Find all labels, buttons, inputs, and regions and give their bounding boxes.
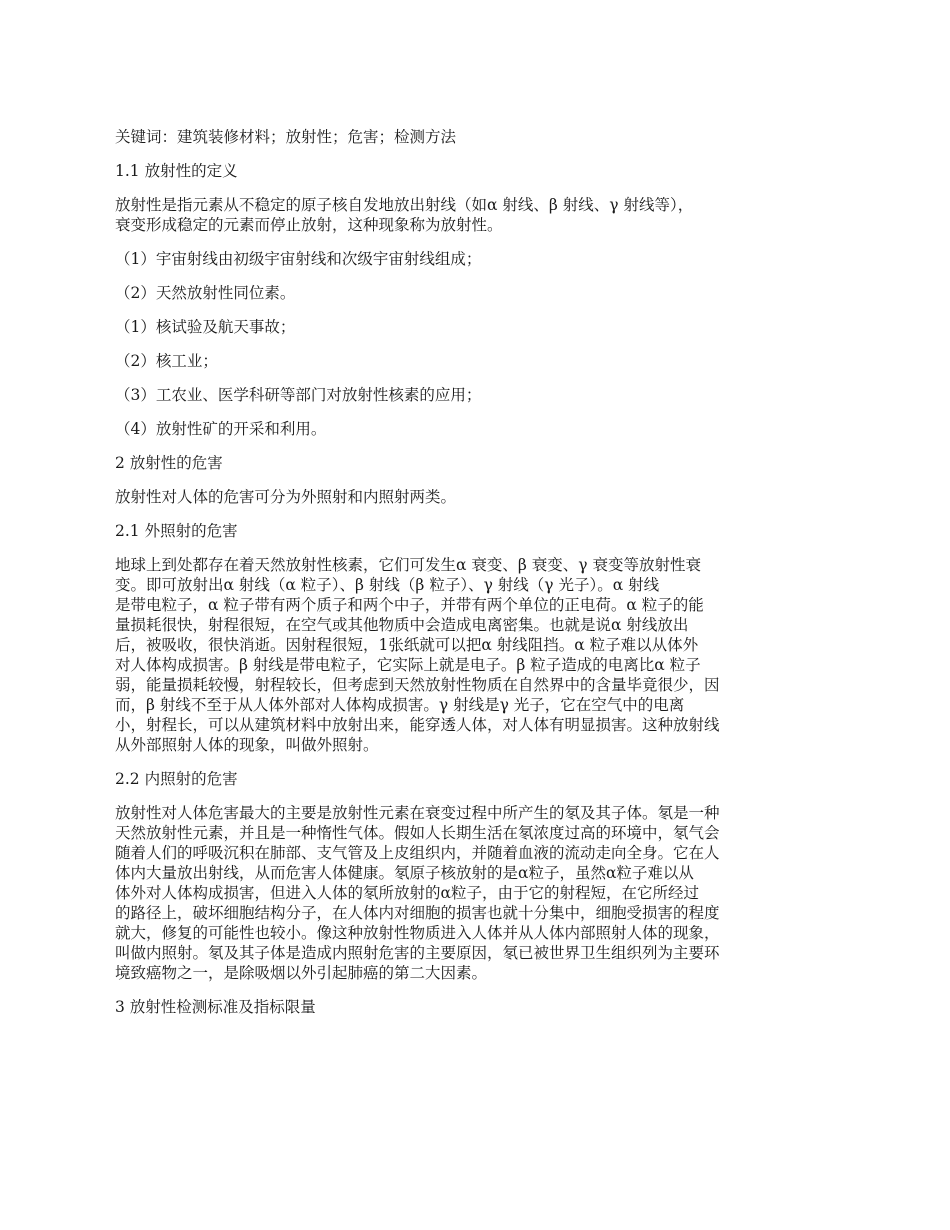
document-page [115,127,840,1031]
paragraph-line: 随着人们的呼吸沉积在肺部、支气管及上皮组织内，并随着血液的流动走向全身。它在人 [115,844,720,862]
section-1-1-paragraph [115,195,840,235]
paragraph-line: 而，β 射线不至于从人体外部对人体构成损害。γ 射线是γ 光子，它在空气中的电离 [115,696,685,714]
list-item: （2）核工业； [115,352,218,370]
paragraph-line: 就大，修复的可能性也较小。像这种放射性物质进入人体并从人体内部照射人体的现象， [115,924,720,942]
paragraph-line: 放射性是指元素从不稳定的原子核自发地放出射线（如α 射线、β 射线、γ 射线等）， [115,196,694,214]
list-item: （3）工农业、医学科研等部门对放射性核素的应用； [115,386,482,404]
paragraph-line: 天然放射性元素，并且是一种惰性气体。假如人长期生活在氡浓度过高的环境中，氡气会 [115,824,720,842]
section-3-heading: 3 放射性检测标准及指标限量 [115,998,316,1016]
paragraph-line: 体内大量放出射线，从而危害人体健康。氡原子核放射的是α粒子，虽然α粒子难以从 [115,864,694,882]
section-2-paragraph: 放射性对人体的危害可分为外照射和内照射两类。 [115,488,457,506]
section-2-1-paragraph [115,555,840,755]
paragraph-line: 后，被吸收，很快消逝。因射程很短，1张纸就可以把α 射线阻挡。α 粒子难以从体外 [115,636,699,654]
list-item: （4）放射性矿的开采和利用。 [115,420,327,438]
paragraph-line: 弱，能量损耗较慢，射程较长，但考虑到天然放射性物质在自然界中的含量毕竟很少，因 [115,676,720,694]
list-item: （2）天然放射性同位素。 [115,284,296,302]
paragraph-line: 体外对人体构成损害，但进入人体的氡所放射的α粒子，由于它的射程短，在它所经过 [115,884,699,902]
paragraph-line: 放射性对人体危害最大的主要是放射性元素在衰变过程中所产生的氡及其子体。氡是一种 [115,804,720,822]
section-2-heading: 2 放射性的危害 [115,454,223,472]
paragraph-line: 是带电粒子，α 粒子带有两个质子和两个中子，并带有两个单位的正电荷。α 粒子的能 [115,596,704,614]
paragraph-line: 对人体构成损害。β 射线是带电粒子，它实际上就是电子。β 粒子造成的电离比α 粒子 [115,656,701,674]
section-2-1-heading: 2.1 外照射的危害 [115,522,238,540]
paragraph-line: 叫做内照射。氡及其子体是造成内照射危害的主要原因，氡已被世界卫生组织列为主要环 [115,944,720,962]
paragraph-line: 变。即可放射出α 射线（α 粒子）、β 射线（β 粒子）、γ 射线（γ 光子）。α 射线 [115,576,660,594]
paragraph-line: 小，射程长，可以从建筑材料中放射出来，能穿透人体，对人体有明显损害。这种放射线 [115,716,720,734]
section-2-2-paragraph [115,803,840,983]
list-item: （1）核试验及航天事故； [115,318,296,336]
section-2-2-heading: 2.2 内照射的危害 [115,770,238,788]
paragraph-line: 量损耗很快，射程很短，在空气或其他物质中会造成电离密集。也就是说α 射线放出 [115,616,689,634]
paragraph-line: 衰变形成稳定的元素而停止放射，这种现象称为放射性。 [115,216,503,234]
paragraph-line: 地球上到处都存在着天然放射性核素，它们可发生α 衰变、β 衰变、γ 衰变等放射性衰 [115,556,701,574]
paragraph-line: 境致癌物之一，是除吸烟以外引起肺癌的第二大因素。 [115,964,488,982]
keywords-line: 关键词：建筑装修材料；放射性；危害；检测方法 [115,128,457,146]
paragraph-line: 从外部照射人体的现象，叫做外照射。 [115,736,379,754]
paragraph-line: 的路径上，破坏细胞结构分子，在人体内对细胞的损害也就十分集中，细胞受损害的程度 [115,904,720,922]
section-1-1-heading: 1.1 放射性的定义 [115,162,238,180]
list-item: （1）宇宙射线由初级宇宙射线和次级宇宙射线组成； [115,250,482,268]
